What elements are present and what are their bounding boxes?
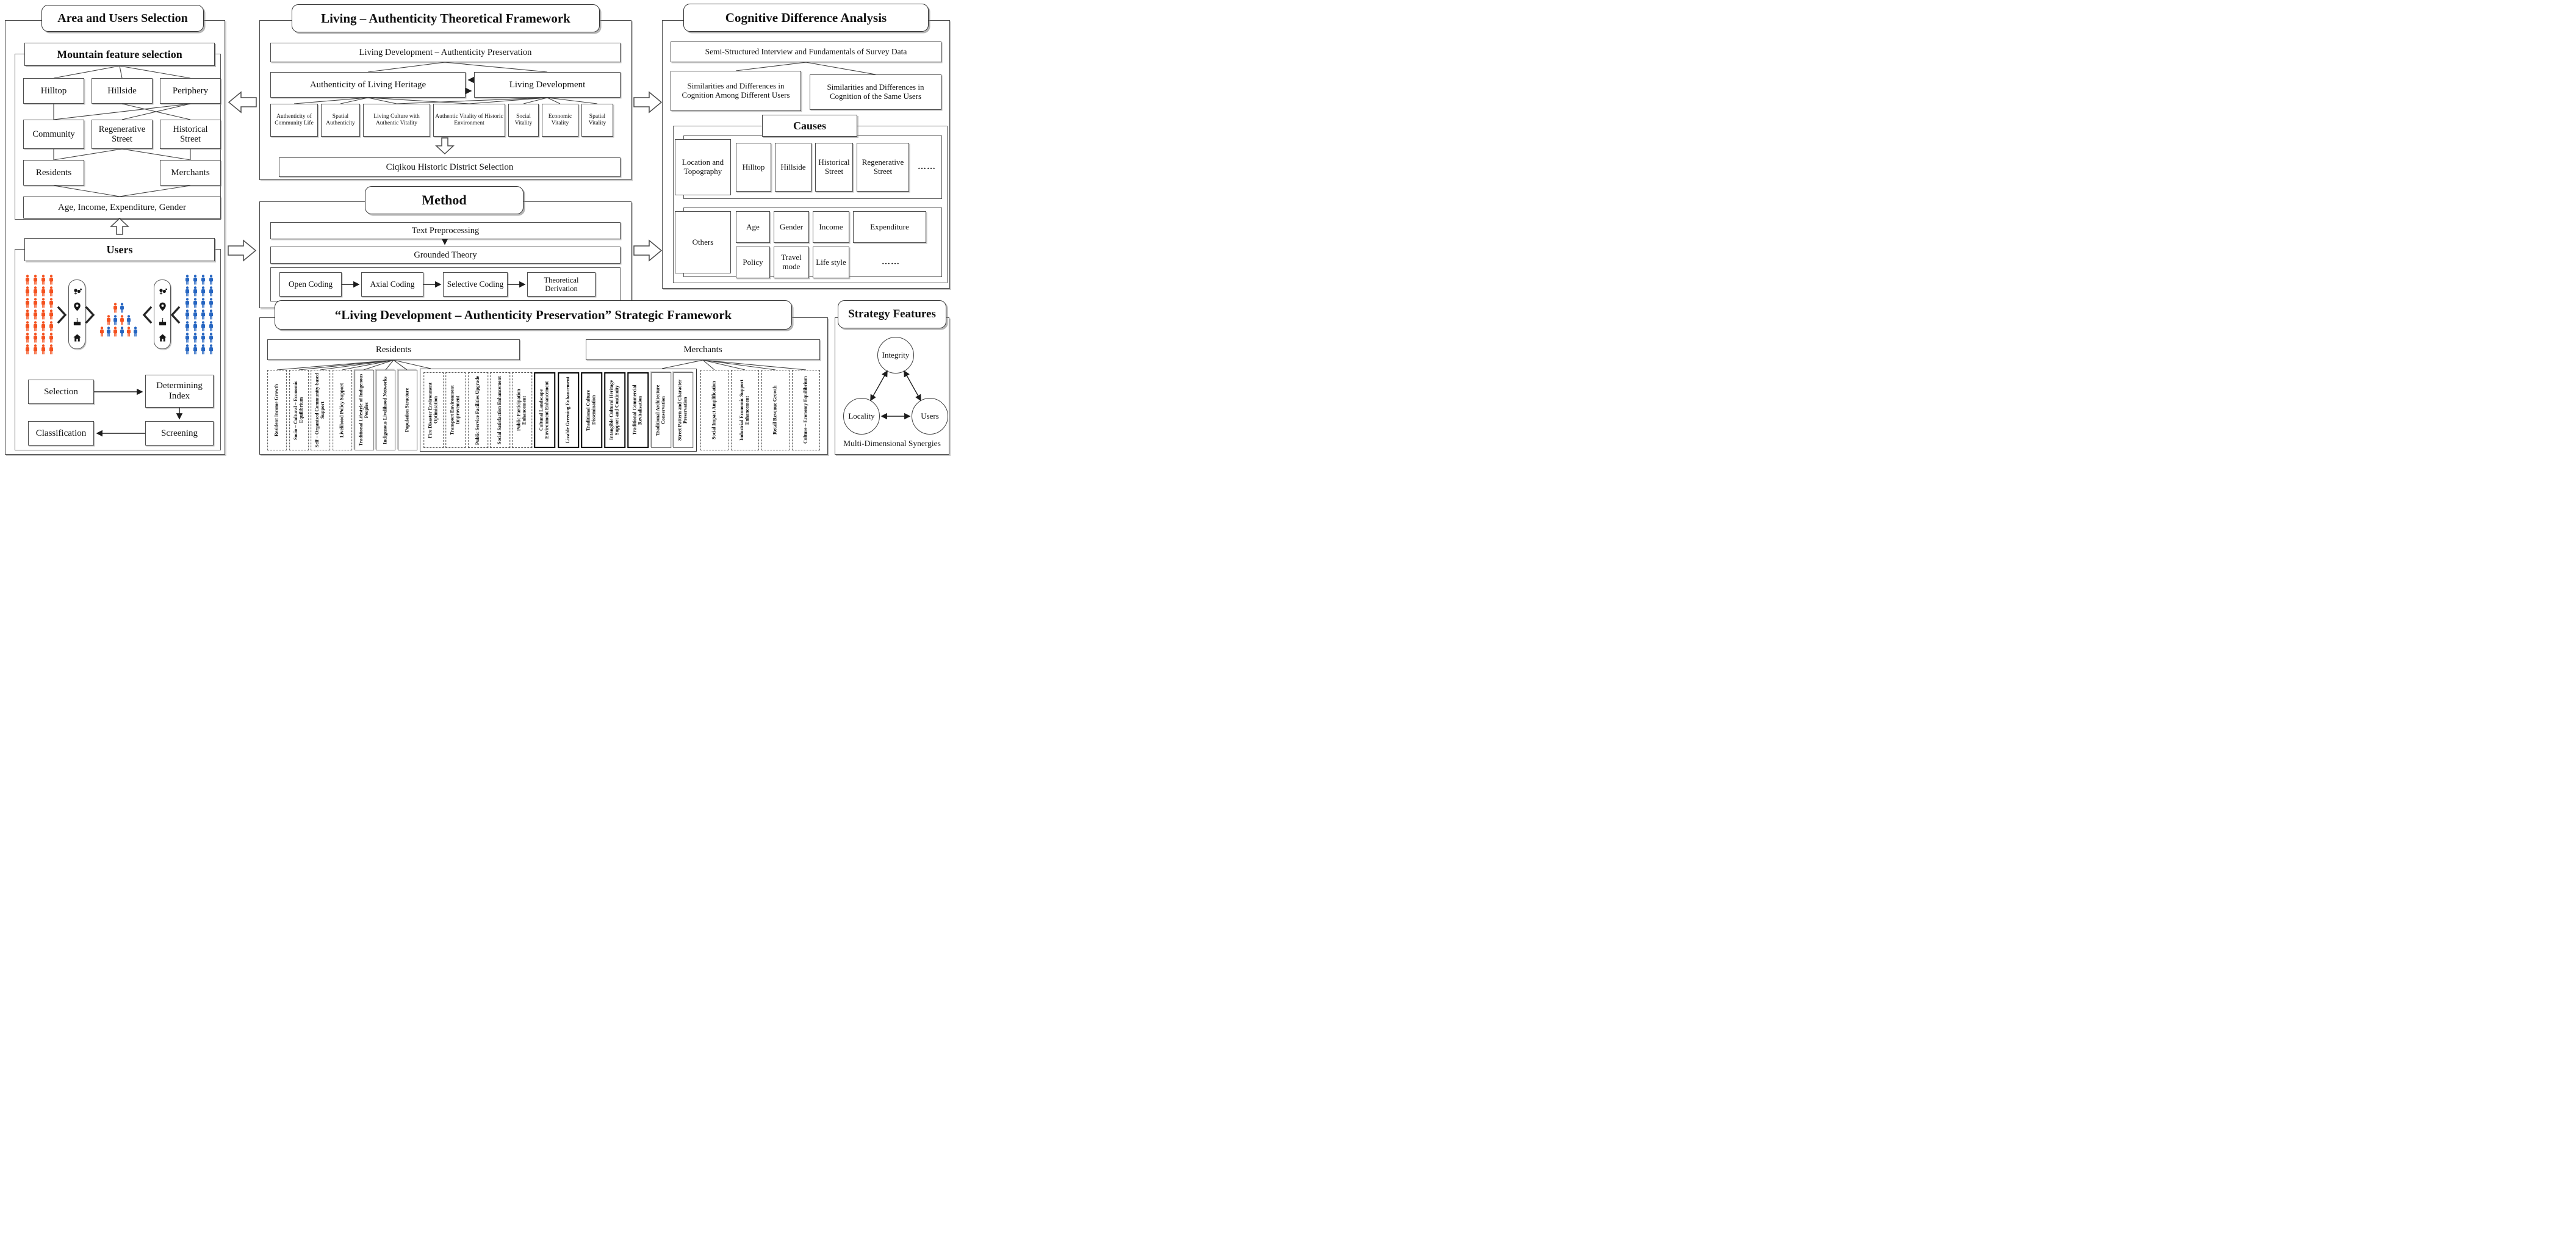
residents-box: Residents bbox=[23, 160, 84, 186]
person-icon bbox=[126, 327, 132, 337]
person-icon bbox=[192, 309, 198, 320]
person-icon bbox=[184, 275, 190, 285]
leaf-living-culture: Living Culture with Authentic Vitality bbox=[363, 104, 430, 137]
cause-expenditure-box: Expenditure bbox=[853, 211, 926, 243]
cause-hilltop-box: Hilltop bbox=[736, 143, 771, 192]
person-icon bbox=[192, 286, 198, 297]
ciqikou-selection-box: Ciqikou Historic District Selection bbox=[279, 157, 621, 177]
person-icon bbox=[48, 286, 54, 297]
locality-node: Locality bbox=[843, 398, 880, 435]
cause-travel-mode-box: Travel mode bbox=[774, 247, 809, 278]
periphery-box: Periphery bbox=[160, 78, 221, 104]
open-coding-box: Open Coding bbox=[279, 272, 342, 297]
person-icon bbox=[40, 286, 46, 297]
method-title: Method bbox=[365, 186, 523, 214]
person-icon bbox=[32, 333, 38, 343]
person-icon bbox=[24, 275, 31, 285]
cognition-same-users-box: Similarities and Differences in Cognition of the Same Users bbox=[810, 74, 941, 110]
cause-life-style-box: Life style bbox=[813, 247, 849, 278]
cause-regenerative-street-box: Regenerative Street bbox=[857, 143, 909, 192]
community-box: Community bbox=[23, 120, 84, 149]
cause-policy-box: Policy bbox=[736, 247, 770, 278]
strategy-item: Self – Organised Community-based Support bbox=[311, 370, 330, 450]
users-header: Users bbox=[24, 238, 215, 261]
person-icon bbox=[112, 303, 118, 313]
location-pin-icon bbox=[158, 302, 167, 311]
person-icon bbox=[40, 298, 46, 308]
attributes-box: Age, Income, Expenditure, Gender bbox=[23, 197, 221, 218]
strategy-item: Cultural Landscape Environment Enhancement bbox=[534, 372, 555, 448]
regenerative-street-box: Regenerative Street bbox=[92, 120, 153, 149]
strategy-item: Intangible Cultural Heritage Support and Continuity bbox=[604, 372, 625, 448]
selective-coding-box: Selective Coding bbox=[443, 272, 508, 297]
strategy-item: Population Structure bbox=[398, 370, 417, 450]
person-icon bbox=[106, 327, 112, 337]
residents-people-grid bbox=[24, 275, 54, 355]
causes-row1-ellipsis: …… bbox=[918, 162, 936, 171]
mixed-users-pyramid bbox=[96, 303, 140, 337]
strategy-item: Social Satisfaction Enhancement bbox=[490, 372, 510, 448]
strategy-item: Street Pattern and Character Preservation bbox=[673, 372, 693, 448]
person-icon bbox=[40, 344, 46, 355]
shared-strategy-group bbox=[420, 369, 697, 452]
strategy-item: Traditional Architecture Conservation bbox=[651, 372, 671, 448]
person-icon bbox=[48, 344, 54, 355]
person-icon bbox=[40, 333, 46, 343]
strategy-item: Resident Income Growth bbox=[267, 370, 287, 450]
person-icon bbox=[184, 298, 190, 308]
classification-box: Classification bbox=[28, 421, 94, 446]
arrow-left-icon bbox=[229, 92, 256, 112]
person-icon bbox=[40, 321, 46, 331]
house-icon bbox=[73, 333, 82, 342]
strategy-item: Socio – Cultural – Economic Equilibrium bbox=[289, 370, 309, 450]
leaf-social-vitality: Social Vitality bbox=[508, 104, 539, 137]
strategy-item: Fire Disaster Environment Optimisation bbox=[423, 372, 444, 448]
filter-pill-left bbox=[68, 280, 85, 349]
person-icon bbox=[184, 321, 190, 331]
determining-index-box: Determining Index bbox=[145, 375, 214, 408]
person-icon bbox=[200, 298, 206, 308]
strategy-item: Transport Environment Improvement bbox=[445, 372, 466, 448]
person-icon bbox=[200, 333, 206, 343]
strategy-item: Traditional Culture Dissemination bbox=[581, 372, 602, 448]
person-icon bbox=[132, 327, 139, 337]
person-icon bbox=[48, 309, 54, 320]
area-users-title: Area and Users Selection bbox=[41, 5, 204, 32]
person-icon bbox=[184, 344, 190, 355]
leaf-authentic-vitality-historic: Authentic Vitality of Historic Environment bbox=[433, 104, 505, 137]
person-icon bbox=[24, 333, 31, 343]
person-icon bbox=[32, 309, 38, 320]
resident-strategy-group bbox=[267, 370, 417, 450]
living-development-box: Living Development bbox=[474, 72, 621, 98]
person-icon bbox=[32, 321, 38, 331]
person-icon bbox=[126, 315, 132, 325]
arrow-right-icon bbox=[634, 240, 661, 261]
person-icon bbox=[24, 298, 31, 308]
hilltop-box: Hilltop bbox=[23, 78, 84, 104]
historical-street-box: Historical Street bbox=[160, 120, 221, 149]
person-icon bbox=[192, 344, 198, 355]
strategic-residents-box: Residents bbox=[267, 339, 520, 360]
person-icon bbox=[192, 333, 198, 343]
person-icon bbox=[208, 309, 214, 320]
cognitive-title: Cognitive Difference Analysis bbox=[683, 4, 929, 32]
leaf-authenticity-community-life: Authenticity of Community Life bbox=[270, 104, 318, 137]
leaf-economic-vitality: Economic Vitality bbox=[542, 104, 578, 137]
merchants-people-grid bbox=[184, 275, 214, 355]
pyramid-row bbox=[112, 303, 125, 313]
person-icon bbox=[184, 309, 190, 320]
merchant-strategy-group bbox=[700, 370, 820, 450]
person-icon bbox=[119, 315, 125, 325]
person-icon bbox=[106, 315, 112, 325]
person-icon bbox=[208, 344, 214, 355]
person-icon bbox=[24, 286, 31, 297]
arrow-right-icon bbox=[228, 240, 256, 261]
person-icon bbox=[32, 275, 38, 285]
person-icon bbox=[48, 275, 54, 285]
person-icon bbox=[192, 275, 198, 285]
person-icon bbox=[32, 286, 38, 297]
strategy-item: Industrial Economic Support Enhancement bbox=[731, 370, 759, 450]
person-icon bbox=[208, 333, 214, 343]
pyramid-row bbox=[106, 315, 132, 325]
person-icon bbox=[24, 309, 31, 320]
person-icon bbox=[32, 344, 38, 355]
strategy-item: Livable Greening Enhancement bbox=[558, 372, 579, 448]
house-icon bbox=[158, 333, 167, 342]
strategy-item: Traditional Commercial Revitalisation bbox=[627, 372, 649, 448]
person-icon bbox=[40, 275, 46, 285]
person-icon bbox=[48, 321, 54, 331]
authenticity-living-heritage-box: Authenticity of Living Heritage bbox=[270, 72, 466, 98]
strategy-item: Traditional Lifestyle of Indigenous Peoples bbox=[354, 370, 374, 450]
synergies-caption: Multi-Dimensional Synergies bbox=[843, 439, 941, 448]
cause-age-box: Age bbox=[736, 211, 770, 243]
cause-hillside-box: Hillside bbox=[775, 143, 811, 192]
person-icon bbox=[208, 286, 214, 297]
framework-top-box: Living Development – Authenticity Preservation bbox=[270, 43, 621, 62]
strategy-item: Retail Revenue Growth bbox=[761, 370, 790, 450]
cake-icon bbox=[158, 317, 167, 327]
person-icon bbox=[200, 309, 206, 320]
cause-historical-street-box: Historical Street bbox=[815, 143, 853, 192]
gender-icon bbox=[158, 286, 167, 295]
strategy-item: Livelihood Policy Support bbox=[333, 370, 352, 450]
person-icon bbox=[119, 327, 125, 337]
arrow-right-icon bbox=[634, 92, 661, 112]
strategy-features-title: Strategy Features bbox=[838, 300, 946, 328]
person-icon bbox=[200, 321, 206, 331]
framework-title: Living – Authenticity Theoretical Framework bbox=[292, 4, 600, 32]
person-icon bbox=[192, 298, 198, 308]
strategy-item: Public Service Facilities Upgrade bbox=[468, 372, 488, 448]
person-icon bbox=[119, 303, 125, 313]
others-box: Others bbox=[675, 211, 731, 273]
person-icon bbox=[112, 315, 118, 325]
merchants-box: Merchants bbox=[160, 160, 221, 186]
person-icon bbox=[48, 298, 54, 308]
person-icon bbox=[32, 298, 38, 308]
leaf-spatial-vitality: Spatial Vitality bbox=[581, 104, 613, 137]
cognition-different-users-box: Similarities and Differences in Cognition Among Different Users bbox=[671, 71, 801, 111]
person-icon bbox=[208, 321, 214, 331]
strategy-item: Culture – Economy Equilibrium bbox=[792, 370, 820, 450]
causes-header: Causes bbox=[762, 115, 857, 137]
semi-structured-box: Semi-Structured Interview and Fundamentals of Survey Data bbox=[671, 42, 941, 62]
cause-income-box: Income bbox=[813, 211, 849, 243]
leaf-spatial-authenticity: Spatial Authenticity bbox=[321, 104, 360, 137]
location-topography-box: Location and Topography bbox=[675, 139, 731, 195]
person-icon bbox=[24, 321, 31, 331]
person-icon bbox=[200, 286, 206, 297]
pyramid-row bbox=[99, 327, 139, 337]
causes-row2-ellipsis: …… bbox=[882, 258, 900, 267]
person-icon bbox=[184, 333, 190, 343]
person-icon bbox=[192, 321, 198, 331]
person-icon bbox=[208, 298, 214, 308]
person-icon bbox=[184, 286, 190, 297]
axial-coding-box: Axial Coding bbox=[361, 272, 423, 297]
person-icon bbox=[40, 309, 46, 320]
filter-pill-right bbox=[154, 280, 171, 349]
person-icon bbox=[200, 275, 206, 285]
cake-icon bbox=[73, 317, 82, 327]
cause-gender-box: Gender bbox=[774, 211, 809, 243]
strategy-item: Public Participation Enhancement bbox=[512, 372, 532, 448]
person-icon bbox=[24, 344, 31, 355]
screening-box: Screening bbox=[145, 421, 214, 446]
person-icon bbox=[112, 327, 118, 337]
person-icon bbox=[208, 275, 214, 285]
person-icon bbox=[48, 333, 54, 343]
strategy-item: Indigenous Livelihood Networks bbox=[376, 370, 395, 450]
hillside-box: Hillside bbox=[92, 78, 153, 104]
strategic-title: “Living Development – Authenticity Preservation” Strategic Framework bbox=[275, 300, 792, 330]
location-pin-icon bbox=[73, 302, 82, 311]
mountain-feature-header: Mountain feature selection bbox=[24, 43, 215, 66]
person-icon bbox=[99, 327, 105, 337]
theoretical-derivation-box: Theoretical Derivation bbox=[527, 272, 595, 297]
grounded-theory-box: Grounded Theory bbox=[270, 247, 621, 264]
users-node: Users bbox=[912, 398, 948, 435]
strategy-item: Social Impact Amplification bbox=[700, 370, 729, 450]
integrity-node: Integrity bbox=[877, 337, 914, 374]
selection-box: Selection bbox=[28, 380, 94, 404]
text-preprocessing-box: Text Preprocessing bbox=[270, 222, 621, 239]
strategic-merchants-box: Merchants bbox=[586, 339, 820, 360]
diagram-canvas bbox=[0, 0, 957, 463]
person-icon bbox=[200, 344, 206, 355]
gender-icon bbox=[73, 286, 82, 295]
